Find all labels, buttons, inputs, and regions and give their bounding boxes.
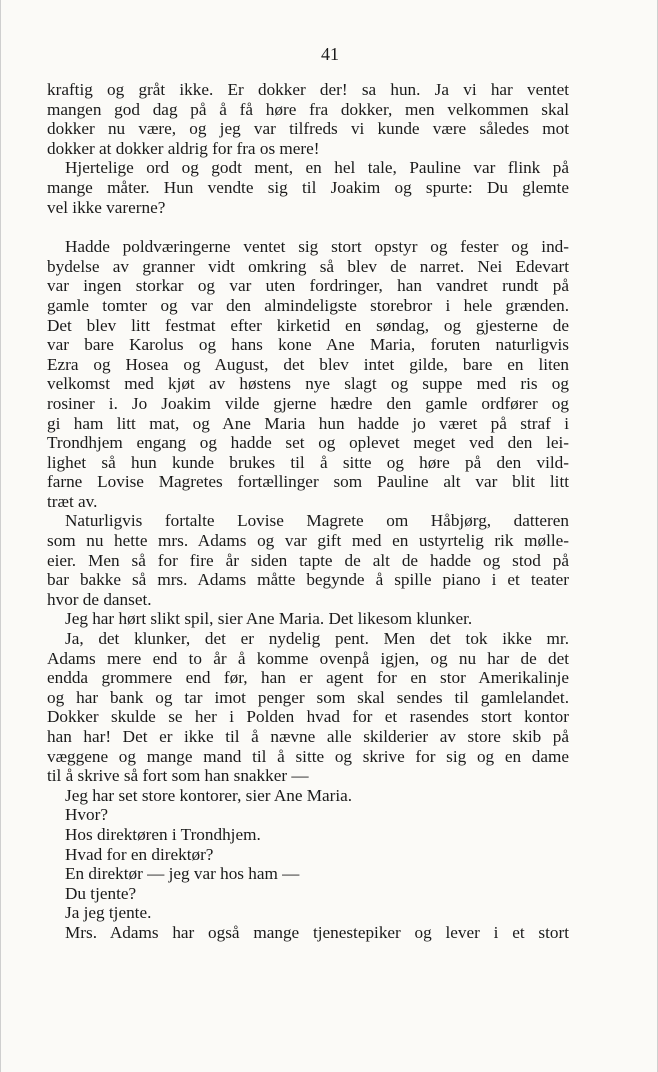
text-line: vel ikke varerne? bbox=[47, 197, 166, 217]
text-line: dokker nu være, og jeg var tilfreds vi kunde være således mot bbox=[47, 119, 569, 139]
paragraph bbox=[47, 80, 569, 158]
text-line: Det blev litt festmat efter kirketid en søndag, og gjesterne de bbox=[47, 315, 569, 335]
text-line: Trondhjem engang og hadde set og oplevet meget ved den lei- bbox=[47, 433, 569, 453]
text-line: Ja, det klunker, det er nydelig pent. Men det tok ikke mr. bbox=[65, 629, 569, 649]
text-line: til å skrive så fort som han snakker — bbox=[47, 766, 309, 786]
text-line: lighet så hun kunde brukes til å sitte og høre på den vild- bbox=[47, 452, 569, 472]
text-line: bar bakke så mrs. Adams måtte begynde å spille piano i et teater bbox=[47, 570, 569, 590]
text-line: Jeg har set store kontorer, sier Ane Maria. bbox=[65, 785, 353, 805]
text-line: Hadde poldværingerne ventet sig stort opstyr og fester og ind- bbox=[65, 237, 569, 257]
paragraph bbox=[47, 158, 569, 217]
text-line: Hos direktøren i Trondhjem. bbox=[65, 824, 261, 844]
text-line: dokker at dokker aldrig for fra os mere! bbox=[47, 138, 320, 158]
text-line: træt av. bbox=[47, 491, 98, 511]
paragraph bbox=[47, 884, 569, 904]
paragraph bbox=[47, 511, 569, 609]
text-line: bydelse av granner vidt omkring så blev de narret. Nei Edevart bbox=[47, 256, 569, 276]
text-line: eier. Men så for fire år siden tapte de alt de hadde og stod på bbox=[47, 550, 569, 570]
text-line: velkomst med kjøt av høstens nye slagt og suppe med ris og bbox=[47, 374, 569, 394]
paragraph bbox=[47, 786, 569, 806]
text-line: En direktør — jeg var hos ham — bbox=[65, 864, 300, 884]
paragraph bbox=[47, 629, 569, 786]
paragraph bbox=[47, 237, 569, 511]
text-line: mange måter. Hun vendte sig til Joakim og spurte: Du glemte bbox=[47, 177, 569, 197]
text-line: Hvor? bbox=[65, 805, 108, 825]
paragraph bbox=[47, 864, 569, 884]
text-line: Dokker skulde se her i Polden hvad for et rasendes stort kontor bbox=[47, 707, 569, 727]
text-line: Ezra og Hosea og August, det blev intet gilde, bare en liten bbox=[47, 354, 569, 374]
text-line: var bare Karolus og hans kone Ane Maria, foruten naturligvis bbox=[47, 335, 569, 355]
paragraph bbox=[47, 923, 569, 943]
paragraph bbox=[47, 845, 569, 865]
body-text bbox=[47, 80, 569, 943]
text-line: Jeg har hørt slikt spil, sier Ane Maria. Det likesom klunker. bbox=[65, 609, 473, 629]
paragraph bbox=[47, 903, 569, 923]
text-line: Hjertelige ord og godt ment, en hel tale, Pauline var flink på bbox=[65, 158, 569, 178]
text-line: Hvad for en direktør? bbox=[65, 844, 214, 864]
text-line: og har bank og tar imot penger som skal sendes til gamlelandet. bbox=[47, 687, 569, 707]
text-line: var ingen storkar og var uten fordringer, han vandret rundt på bbox=[47, 276, 569, 296]
text-line: rosiner i. Jo Joakim vilde gjerne hædre den gamle ordfører og bbox=[47, 393, 569, 413]
text-line: hvor de danset. bbox=[47, 589, 152, 609]
text-line: væggene og mange mand til å sitte og skrive for sig og en dame bbox=[47, 746, 569, 766]
text-line: Ja jeg tjente. bbox=[65, 903, 152, 923]
paragraph bbox=[47, 825, 569, 845]
text-line: farne Lovise Magretes fortællinger som Pauline alt var blit litt bbox=[47, 472, 569, 492]
text-line: Mrs. Adams har også mange tjenestepiker og lever i et stort bbox=[65, 922, 569, 942]
page-number: 41 bbox=[321, 44, 339, 64]
text-line: han har! Det er ikke til å nævne alle skilderier av store skib på bbox=[47, 727, 569, 746]
text-line: mangen god dag på å få høre fra dokker, men velkommen skal bbox=[47, 99, 569, 119]
text-line: kraftig og gråt ikke. Er dokker der! sa hun. Ja vi har ventet bbox=[47, 80, 569, 99]
text-line: Adams mere end to år å komme ovenpå igjen, og nu har de det bbox=[47, 648, 569, 668]
text-line: endda grommere end før, han er agent for en stor Amerikalinje bbox=[47, 668, 569, 688]
paragraph bbox=[47, 805, 569, 825]
paragraph bbox=[47, 609, 569, 629]
text-line: gi ham litt mat, og Ane Maria hun hadde jo været på straf i bbox=[47, 413, 569, 433]
text-line: gamle tomter og var den almindeligste storebror i hele grænden. bbox=[47, 295, 569, 315]
paragraph-gap bbox=[47, 217, 569, 237]
text-line: som nu hette mrs. Adams og var gift med en ustyrtelig rik mølle- bbox=[47, 531, 569, 551]
text-line: Naturligvis fortalte Lovise Magrete om Håbjørg, datteren bbox=[65, 511, 569, 531]
text-line: Du tjente? bbox=[65, 883, 137, 903]
